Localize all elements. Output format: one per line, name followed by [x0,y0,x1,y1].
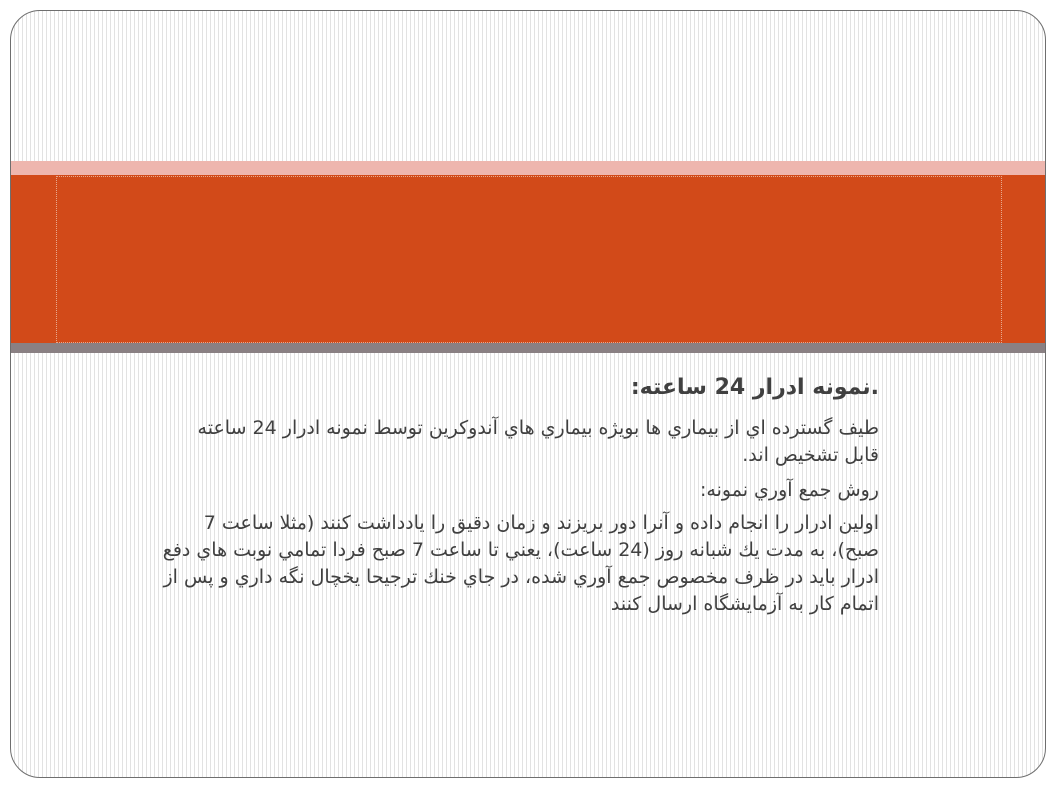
slide [10,10,1046,778]
content-subheading: روش جمع آوري نمونه: [700,479,879,501]
content-paragraph-2: اولين ادرار را انجام داده و آنرا دور بريزند و زمان دقيق را يادداشت كنند (مثلا ساعت 7 صبح)، به مدت يك شبانه روز (24 ساعت)، يعني تا ساعت 7 صبح فردا تمامي نوبت هاي دفع ادرار بايد در ظرف مخصوص جمع آوري شده، در جاي خنك ترجيحا يخچال نگه داري و پس از اتمام كار به آزمايشگاه ارسال كنند [162,512,879,615]
accent-band-top [11,161,1045,175]
content-text-box[interactable] [161,371,879,671]
content-heading: .نمونه ادرار 24 ساعته: [630,375,879,400]
accent-band-bottom [11,343,1045,353]
title-placeholder[interactable] [56,176,1002,343]
content-paragraph-1: طيف گسترده اي از بيماري ها بويژه بيماري هاي آندوكرين توسط نمونه ادرار 24 ساعته قابل تشخيص اند. [197,417,879,466]
